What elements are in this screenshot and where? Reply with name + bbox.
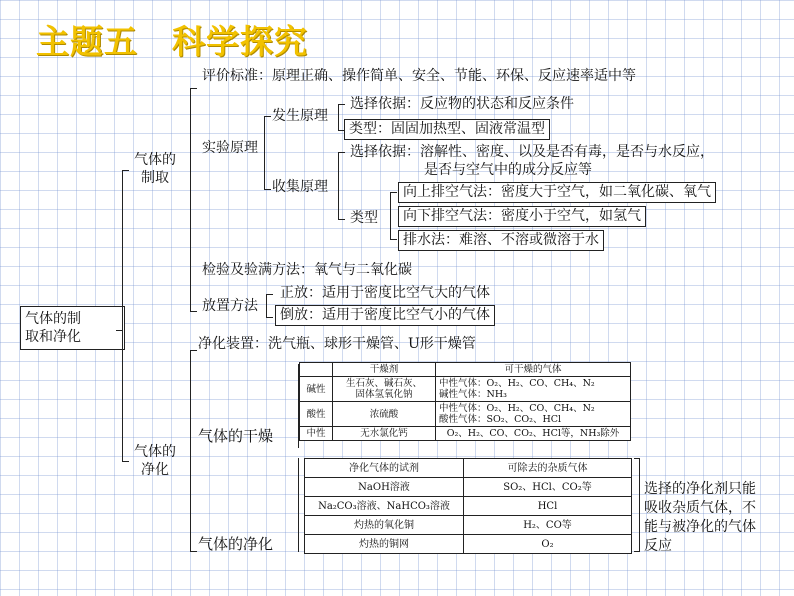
prep-label-line-2: 制取 — [141, 170, 169, 186]
gen-type: 类型：固固加热型、固液常温型 — [344, 119, 550, 140]
placement-bracket — [266, 294, 273, 318]
inverted-method: 倒放：适用于密度比空气小的气体 — [275, 305, 495, 326]
table-row — [300, 427, 631, 441]
dry-table-header-agent: 干燥剂 — [333, 363, 436, 377]
purify-table — [304, 458, 632, 554]
dry-kind: 碱性 — [300, 377, 333, 402]
collect-bracket — [338, 152, 345, 220]
dry-agent-line: 生石灰、碱石灰、 — [345, 378, 422, 389]
page-title: 主题五 科学探究 — [36, 22, 308, 61]
impurity-cell: HCl — [464, 497, 632, 516]
table-row — [300, 377, 631, 402]
dry-gases — [436, 377, 631, 402]
root-node — [20, 306, 125, 350]
root-line-2: 取和净化 — [25, 329, 81, 345]
dry-agent — [333, 377, 436, 402]
dry-agent: 浓硫酸 — [333, 402, 436, 427]
dry-gases — [436, 402, 631, 427]
gen-principle-label: 发生原理 — [272, 108, 328, 124]
upright-method: 正放：适用于密度比空气大的气体 — [280, 285, 490, 301]
impurity-cell: O₂ — [464, 535, 632, 554]
purify-table-right-bracket — [634, 458, 640, 552]
eval-criteria: 评价标准：原理正确、操作简单、安全、节能、环保、反应速率适中等 — [202, 68, 636, 84]
principle-bracket — [264, 116, 271, 190]
reagent-cell: NaOH溶液 — [305, 478, 464, 497]
water-method: 排水法：难溶、不溶或微溶于水 — [398, 230, 604, 251]
table-row — [305, 516, 632, 535]
collect-basis-1: 选择依据：溶解性、密度、以及是否有毒，是否与水反应， — [350, 144, 714, 160]
purify-table-header-impurity: 可除去的杂质气体 — [464, 459, 632, 478]
dry-table — [299, 362, 631, 441]
check-method: 检验及验满方法：氧气与二氧化碳 — [202, 262, 412, 278]
purify-note-line: 反应 — [644, 538, 672, 554]
dry-label: 气体的干燥 — [198, 427, 274, 445]
table-row — [300, 402, 631, 427]
purify-note — [644, 480, 756, 556]
dry-kind: 酸性 — [300, 402, 333, 427]
reagent-cell: 灼热的氧化铜 — [305, 516, 464, 535]
dry-table-corner — [300, 363, 333, 377]
dry-gases: O₂、H₂、CO、CO₂、HCl等，NH₃除外 — [436, 427, 631, 441]
reagent-cell: 灼热的铜网 — [305, 535, 464, 554]
collect-basis-2: 是否与空气中的成分反应等 — [424, 162, 592, 178]
up-air-method: 向上排空气法：密度大于空气，如二氧化碳、氧气 — [398, 182, 716, 203]
purify-note-line: 选择的净化剂只能 — [644, 481, 756, 497]
principle-label: 实验原理 — [202, 140, 258, 156]
purify-label — [134, 443, 176, 479]
impurity-cell: H₂、CO等 — [464, 516, 632, 535]
purify-method-label: 气体的净化 — [198, 535, 274, 553]
purify-table-header — [305, 459, 632, 478]
gen-basis: 选择依据：反应物的状态和反应条件 — [350, 96, 574, 112]
dry-table-header-gas: 可干燥的气体 — [436, 363, 631, 377]
root-line-1: 气体的制 — [25, 311, 81, 327]
down-air-method: 向下排空气法：密度小于空气，如氢气 — [398, 206, 646, 227]
table-row — [305, 497, 632, 516]
dry-kind: 中性 — [300, 427, 333, 441]
purify-label-line-2: 净化 — [141, 462, 169, 478]
dry-gas-line: 酸性气体：SO₂、CO₂、HCl — [439, 414, 562, 425]
table-row — [305, 478, 632, 497]
table-row — [305, 535, 632, 554]
prep-bracket — [190, 88, 197, 312]
purify-table-connector — [298, 458, 299, 552]
purify-note-line: 吸收杂质气体，不 — [644, 500, 756, 516]
dry-agent: 无水氯化钙 — [333, 427, 436, 441]
dry-table-header — [300, 363, 631, 377]
dry-gas-line: 中性气体：O₂、H₂、CO、CH₄、N₂ — [439, 378, 595, 389]
purify-label-line-1: 气体的 — [134, 444, 176, 460]
prep-label-line-1: 气体的 — [134, 152, 176, 168]
dry-agent-line: 固体氢氧化钠 — [355, 389, 413, 400]
placement-label: 放置方法 — [202, 298, 258, 314]
dry-gas-line: 中性气体：O₂、H₂、CO、CH₄、N₂ — [439, 403, 595, 414]
purify-bracket — [190, 350, 197, 552]
collect-type-label: 类型 — [350, 210, 378, 226]
reagent-cell: Na₂CO₃溶液、NaHCO₃溶液 — [305, 497, 464, 516]
root-bracket — [122, 170, 129, 462]
purify-note-line: 能与被净化的气体 — [644, 519, 756, 535]
prep-label — [134, 151, 176, 187]
purify-device: 净化装置：洗气瓶、球形干燥管、U形干燥管 — [198, 336, 476, 352]
dry-gas-line: 碱性气体：NH₃ — [439, 389, 507, 400]
collect-principle-label: 收集原理 — [272, 179, 328, 195]
purify-table-header-reagent: 净化气体的试剂 — [305, 459, 464, 478]
collect-type-bracket — [390, 192, 397, 240]
impurity-cell: SO₂、HCl、CO₂等 — [464, 478, 632, 497]
